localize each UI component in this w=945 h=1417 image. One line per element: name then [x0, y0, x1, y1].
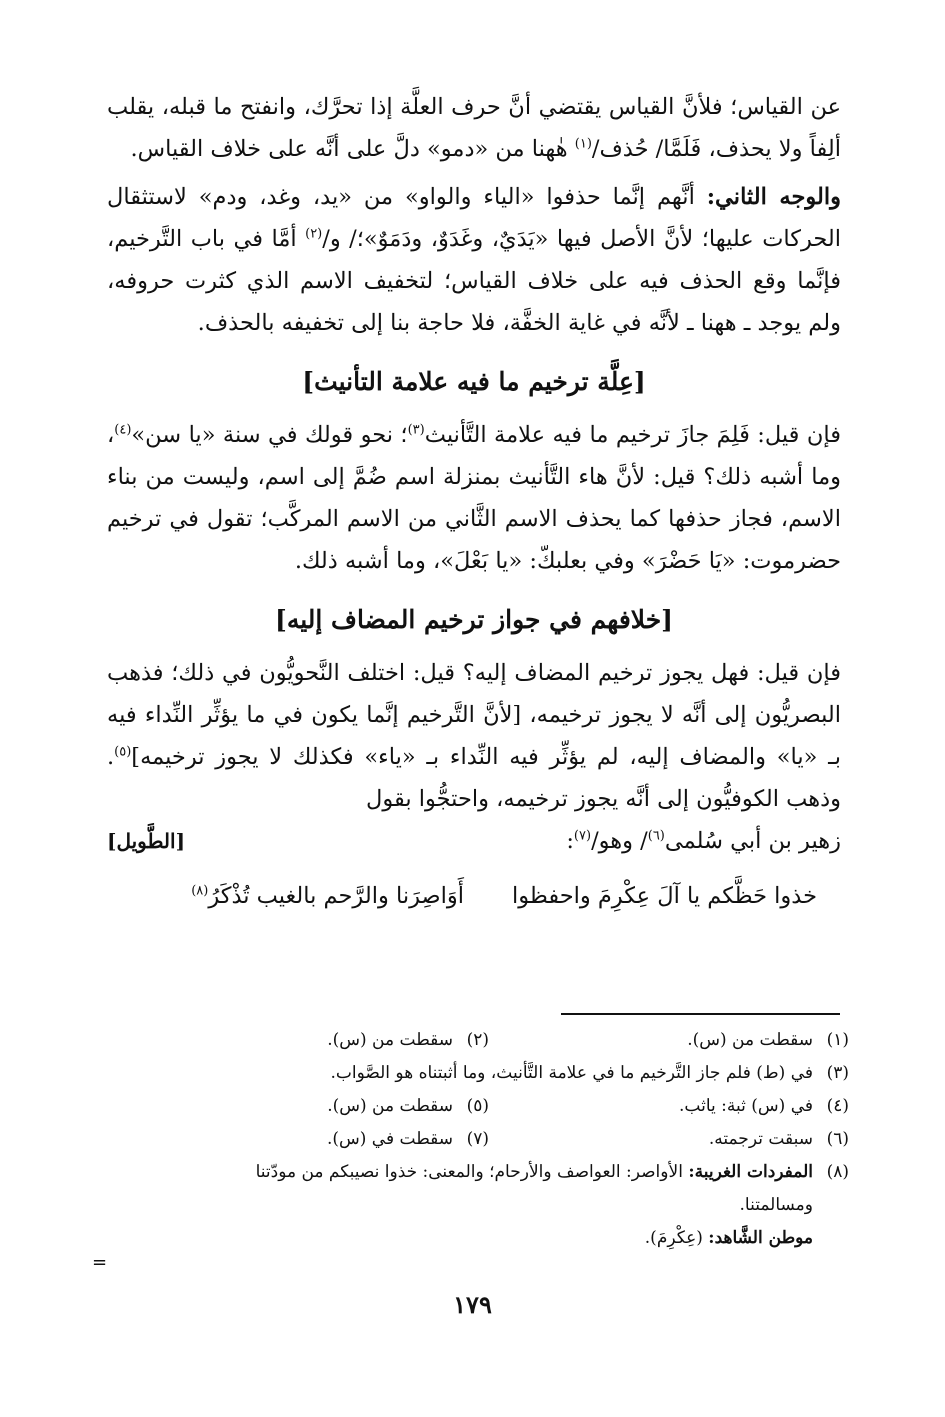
footnote-ref-6[interactable]: (٦) — [647, 828, 665, 844]
footnote-7 — [129, 1123, 489, 1156]
footnote-row — [109, 1123, 849, 1156]
footnote-ref-2[interactable]: (٢) — [305, 226, 323, 242]
paragraph-4-text-cont: . وذهب الكوفيُّون إلى أنَّه يجوز ترخيمه، واحتجُّوا بقول — [107, 744, 841, 812]
poetry-verse — [107, 874, 841, 918]
witness-label: موطن الشَّاهد: — [708, 1228, 813, 1248]
paragraph-3-text: فإن قيل: فَلِمَ جازَ ترخيم ما فيه علامة التَّأنيث — [424, 422, 842, 448]
footnote-text: سقطت من (س). — [687, 1030, 813, 1050]
margin-mark: = — [92, 1252, 108, 1273]
verse-first-hemistich: خذوا حَظَّكم يا آلَ عِكْرِمَ واحفظوا — [511, 883, 817, 909]
paragraph-2 — [107, 176, 841, 344]
paragraph-3-text-end: ، وما أشبه ذلك؟ قيل: لأنَّ هاء التَّأنيث بمنزلة اسم ضُمَّ إلى اسم، وليست من بناء الاسم، فجاز حذفها كما يحذف الاسم الثَّاني من الاسم المركَّب؛ تقول في ترخيم حضرموت: «يَا حَضْرَ» وفي بعلبكّ: «يا بَعْلَ»، وما أشبه ذلك. — [107, 422, 841, 574]
main-text — [107, 86, 841, 918]
footnote-ref-3[interactable]: (٣) — [407, 422, 425, 438]
page-number: ١٧٩ — [453, 1290, 492, 1319]
footnote-8 — [109, 1156, 849, 1189]
poet-attribution-colon: : — [566, 828, 574, 854]
paragraph-1-text-cont: هٰهنا من «دمو» دلَّ على أنَّه على خلاف القياس. — [130, 136, 575, 162]
paragraph-3-text-cont: ؛ نحو قولك في سنة «يا سن» — [131, 422, 408, 448]
footnote-6 — [489, 1123, 849, 1156]
footnote-8-continuation: ومسالمتنا. — [739, 1195, 813, 1215]
footnote-ref-8[interactable]: (٨) — [191, 883, 209, 899]
footnote-text: سقطت من (س). — [327, 1030, 453, 1050]
footnote-3 — [109, 1057, 849, 1090]
footnote-text: سقطت من (س). — [327, 1096, 453, 1116]
footnote-number: (٢) — [466, 1030, 489, 1050]
footnote-number: (٥) — [466, 1096, 489, 1116]
paragraph-3 — [107, 414, 841, 582]
footnote-text: سبقت ترجمته. — [708, 1129, 813, 1149]
paragraph-4 — [107, 652, 841, 820]
poet-attribution — [566, 820, 841, 862]
poet-name: زهير بن أبي سُلمى — [664, 828, 841, 854]
footnote-text — [109, 1156, 813, 1189]
footnote-number: (٨) — [826, 1162, 849, 1182]
footnote-row — [109, 1090, 849, 1123]
footnote-ref-7[interactable]: (٧) — [573, 828, 592, 844]
footnote-text: سقطت في (س). — [326, 1129, 453, 1149]
footnote-text: في (ط) فلم جاز التَّرخيم ما في علامة التَّأنيث، وما أثبتناه هو الصَّواب. — [330, 1063, 813, 1083]
footnote-label: المفردات الغريبة: — [688, 1162, 813, 1182]
paragraph-2-lead: والوجه الثاني: — [706, 184, 841, 210]
poet-attribution-text: / وهو/ — [591, 828, 648, 854]
footnote-4 — [489, 1090, 849, 1123]
footnote-number: (٧) — [466, 1129, 489, 1149]
footnote-number: (١) — [826, 1030, 849, 1050]
verse-second-hemistich-text: أَوَاصِرَنا والرَّحم بالغيب تُذْكَرُ — [208, 883, 464, 909]
footnote-number: (٣) — [826, 1063, 849, 1083]
paragraph-2-text: أنَّهم إنَّما حذفوا «الياء والواو» من «يد، وغد، ودم» لاستثقال الحركات عليها؛ لأنَّ الأصل فيها «يَدَيٌ، وغَدَوٌ، ودَمَوٌ»؛/ و/ — [107, 184, 841, 252]
footnote-number: (٤) — [826, 1096, 849, 1116]
poetic-meter-label: [الطَّويل] — [107, 829, 186, 853]
paragraph-4-text: فإن قيل: فهل يجوز ترخيم المضاف إليه؟ قيل: اختلف النَّحويُّون في ذلك؛ فذهب البصريُّون إلى أنَّه لا يجوز ترخيمه، [لأنَّ التَّرخيم إنَّما يكون في ما يؤثِّر النِّداء فيه بـ «يا» والمضاف إليه، لم يؤثِّر فيه النِّداء بـ «ياء» فكذلك لا يجوز ترخيمه] — [107, 660, 841, 770]
footnote-body: الأواصر: العواصف والأرحام؛ والمعنى: خذوا نصيبكم من مودّتنا — [255, 1162, 689, 1182]
footnotes — [109, 1024, 849, 1255]
verse-second-hemistich — [191, 874, 464, 918]
footnote-text: في (س) ثبة: ياثب. — [679, 1096, 813, 1116]
footnote-separator — [561, 1013, 840, 1015]
section-heading-1: [عِلَّة ترخيم ما فيه علامة التأنيث] — [302, 367, 646, 396]
footnote-row — [109, 1024, 849, 1057]
footnote-2 — [129, 1024, 489, 1057]
paragraph-1-text: عن القياس؛ فلأنَّ القياس يقتضي أنَّ حرف العلَّة إذا تحرَّك، وانفتح ما قبله، يقلب ألِفاً ولا يحذف، فَلَمَّا/ حُذف/ — [107, 94, 841, 162]
footnote-1 — [489, 1024, 849, 1057]
paragraph-1 — [107, 86, 841, 170]
witness-text: (عِكْرِمَ). — [644, 1228, 709, 1248]
paragraph-2-text-cont: أمَّا في باب التَّرخيم، فإنَّما وقع الحذف فيه على خلاف القياس؛ لتخفيف الاسم الذي كثرت حروفه، ولم يوجد ـ ههنا ـ لأنَّه في غاية الخفَّة، فلا حاجة بنا إلى تخفيفه بالحذف. — [107, 226, 841, 336]
section-heading-2: [خلافهم في جواز ترخيم المضاف إليه] — [275, 605, 673, 634]
footnote-number: (٦) — [826, 1129, 849, 1149]
footnote-ref-1[interactable]: (١) — [574, 136, 592, 152]
footnote-5 — [129, 1090, 489, 1123]
footnote-ref-4[interactable]: (٤) — [114, 422, 132, 438]
footnote-ref-5[interactable]: (٥) — [114, 744, 132, 760]
footnote-witness — [109, 1222, 849, 1255]
poet-attribution-line — [107, 820, 841, 862]
